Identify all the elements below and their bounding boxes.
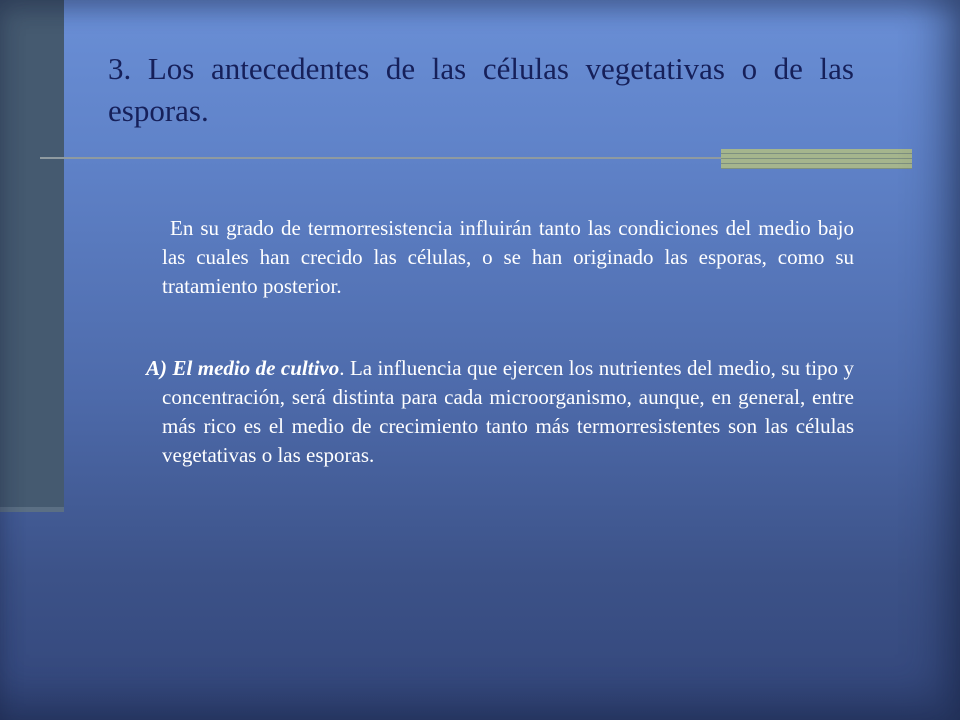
left-decorative-bar xyxy=(0,0,64,512)
title-accent-block xyxy=(721,149,912,169)
body-paragraph-1: En su grado de termorresistencia influirán tanto las condiciones del medio bajo las cuales han crecido las células, o se han originado las esporas, como su tratamiento posterior. xyxy=(162,216,854,298)
paragraph-2-lead: A) El medio de cultivo xyxy=(146,356,340,380)
paragraph-2-body: . La influencia que ejercen los nutrientes del medio, su tipo y concentración, será distinta para cada microorganismo, aunque, en general, entre más rico es el medio de crecimiento tanto más termorresistentes son las células vegetativas o las esporas. xyxy=(162,356,855,467)
slide-title: 3. Los antecedentes de las células vegetativas o de las esporas. xyxy=(108,51,854,128)
body-paragraph-2 xyxy=(146,354,855,470)
left-bar-base-line xyxy=(0,507,64,512)
